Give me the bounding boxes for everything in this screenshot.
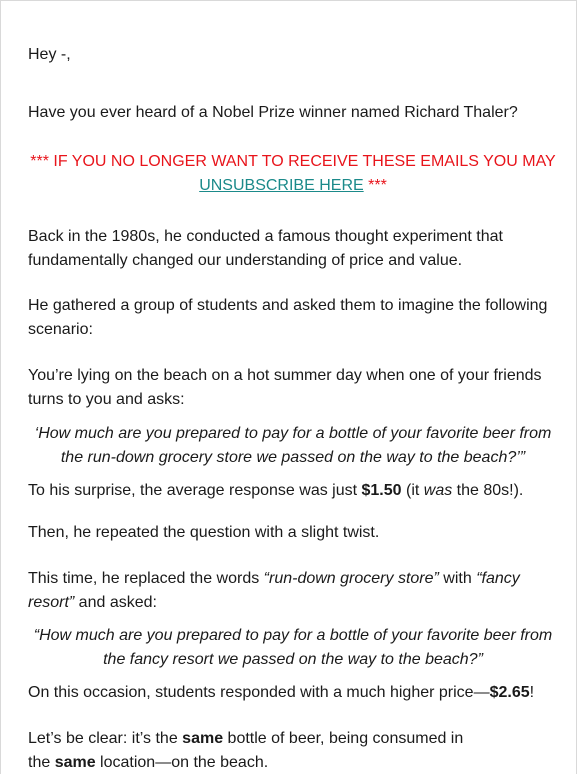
replaced-paragraph: This time, he replaced the words “run-down grocery store” with “fancy resort” and asked: [28,570,520,611]
quote-fancy-resort: “How much are you prepared to pay for a bottle of your favorite beer from the fancy resort we passed on the way to the beach?” [33,627,553,668]
unsubscribe-notice [28,150,558,198]
notice-suffix: *** [363,177,387,194]
repeated-paragraph: Then, he repeated the question with a slight twist. [28,524,380,541]
notice-prefix: *** IF YOU NO LONGER WANT TO RECEIVE THESE EMAILS YOU MAY [30,153,556,170]
clear-paragraph: Let’s be clear: it’s the same bottle of beer, being consumed in the same location—on the beach. [28,730,464,771]
intro-paragraph: Have you ever heard of a Nobel Prize winner named Richard Thaler? [28,104,518,121]
price-grocery: $1.50 [361,482,402,499]
greeting: Hey -, [28,46,71,63]
gathered-paragraph: He gathered a group of students and asked them to imagine the following scenario: [28,297,548,338]
quote-grocery-store: ‘How much are you prepared to pay for a bottle of your favorite beer from the run-down grocery store we passed on the way to the beach?’” [34,425,552,466]
occasion-paragraph: On this occasion, students responded with a much higher price—$2.65! [28,684,535,701]
beach-paragraph: You’re lying on the beach on a hot summer day when one of your friends turns to you and asks: [28,367,542,408]
unsubscribe-link[interactable]: UNSUBSCRIBE HERE [199,177,364,194]
background-paragraph: Back in the 1980s, he conducted a famous thought experiment that fundamentally changed our understanding of price and value. [28,228,503,269]
surprise-paragraph: To his surprise, the average response was just $1.50 (it was the 80s!). [28,482,524,499]
price-resort: $2.65 [489,684,530,701]
